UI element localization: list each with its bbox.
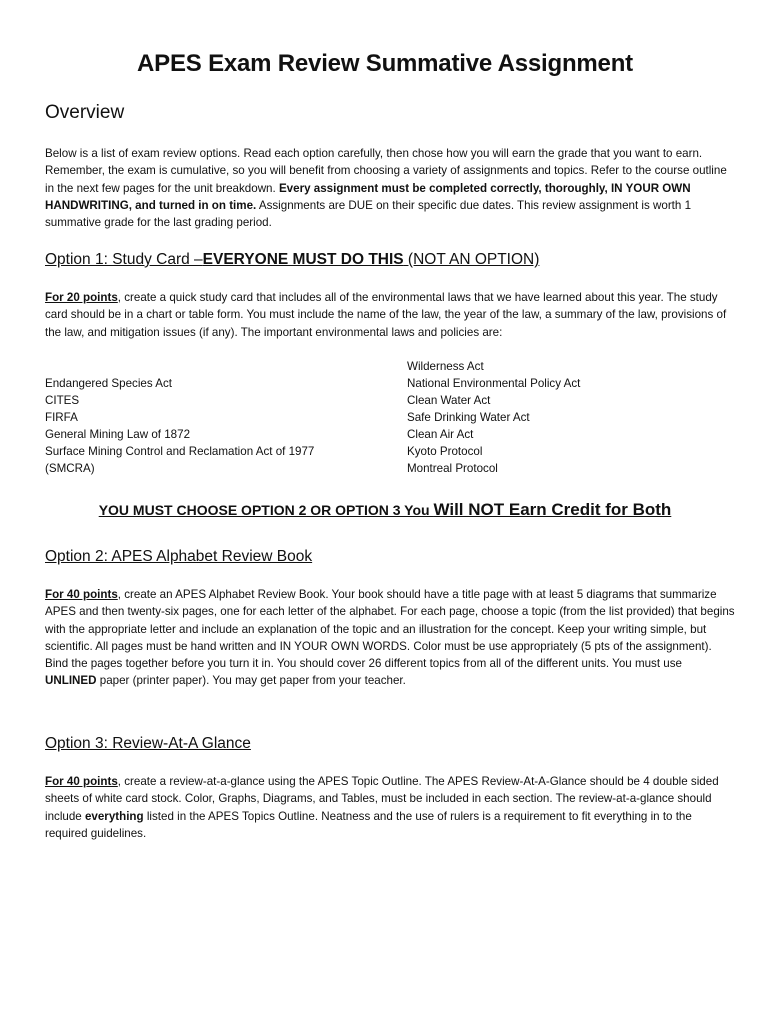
law-item: CITES: [45, 394, 80, 407]
law-item: Surface Mining Control and Reclamation Act of 1977: [45, 445, 315, 458]
law-item: Wilderness Act: [407, 360, 484, 373]
choose-option-notice: [0, 500, 770, 520]
law-item: Clean Air Act: [407, 428, 474, 441]
law-item: Safe Drinking Water Act: [407, 411, 530, 424]
laws-list-right: [407, 358, 580, 477]
overview-text-2: Assignments are DUE on their specific due dates. This review assignment is worth 1 summative grade for the last grading period.: [45, 198, 692, 230]
option1-points: For 20 points: [45, 291, 118, 304]
option2-bold-text: UNLINED: [45, 674, 97, 688]
overview-paragraph: [45, 145, 735, 231]
choose-notice-part2: Will NOT Earn Credit for Both: [433, 500, 672, 519]
laws-list-left: [45, 375, 314, 477]
option3-points: For 40 points: [45, 775, 118, 788]
choose-notice-part1: YOU MUST CHOOSE OPTION 2 OR OPTION 3 You: [98, 502, 434, 518]
law-item: FIRFA: [45, 411, 78, 424]
option3-text-2: listed in the APES Topics Outline. Neatness and the use of rulers is a requirement to fit everything in to the required guidelines.: [45, 809, 692, 840]
overview-heading: Overview: [45, 102, 125, 123]
option1-heading: [45, 251, 539, 269]
law-item: National Environmental Policy Act: [407, 377, 581, 390]
law-item: (SMCRA): [45, 462, 95, 475]
overview-bold-text: Every assignment must be completed correctly, thoroughly, IN YOUR OWN HANDWRITING, and turned in on time.: [45, 181, 691, 212]
option3-heading: Option 3: Review-At-A Glance: [45, 735, 251, 752]
law-item: Endangered Species Act: [45, 377, 172, 390]
law-item: Clean Water Act: [407, 394, 491, 407]
option1-paragraph: [45, 289, 735, 341]
overview-text-1: Below is a list of exam review options. Read each option carefully, then chose how you will earn the grade that you want to earn. Remember, the exam is cumulative, so you will benefit from choosing a variety of assignments and topics. Refer to the course outline in the next few pages for the unit breakdown.: [45, 147, 727, 195]
option1-heading-bold: EVERYONE MUST DO THIS: [202, 251, 404, 268]
law-item: Montreal Protocol: [407, 462, 498, 475]
law-item: Kyoto Protocol: [407, 445, 483, 458]
option3-bold-text: everything: [84, 809, 144, 823]
option2-points: For 40 points: [45, 588, 118, 601]
option1-heading-pre: Option 1: Study Card –: [45, 251, 203, 268]
option1-text: , create a quick study card that includes all of the environmental laws that we have learned about this year. The study card should be in a chart or table form. You must include the name of the law, the year of the law, a summary of the law, provisions of the law, and mitigation issues (if any). The important environmental laws and policies are:: [45, 291, 727, 339]
option2-heading: Option 2: APES Alphabet Review Book: [45, 548, 313, 565]
option2-text-2: paper (printer paper). You may get paper from your teacher.: [96, 674, 406, 688]
option2-paragraph: [45, 586, 735, 690]
option3-text-1: , create a review-at-a-glance using the APES Topic Outline. The APES Review-At-A-Glance should be 4 double sided sheets of white card stock. Color, Graphs, Diagrams, and Tables, must be included in each section. The review-at-a-glance should include: [45, 775, 719, 823]
document-title: APES Exam Review Summative Assignment: [137, 50, 633, 77]
law-item: General Mining Law of 1872: [45, 428, 191, 441]
option1-heading-post: (NOT AN OPTION): [403, 251, 540, 268]
option2-text-1: , create an APES Alphabet Review Book. Your book should have a title page with at least 5 diagrams that summarize APES and then twenty-six pages, one for each letter of the alphabet. For each page, choose a topic (from the list provided) that begins with the appropriate letter and include an explanation of the topic and an illustration for the concept. Keep your writing simple, but scientific. All pages must be hand written and IN YOUR OWN WORDS. Color must be use appropriately (5 pts of the assignment). Bind the pages together before you turn it in. You should cover 26 different topics from all of the different units. You must use: [45, 588, 735, 671]
option3-paragraph: [45, 773, 735, 842]
